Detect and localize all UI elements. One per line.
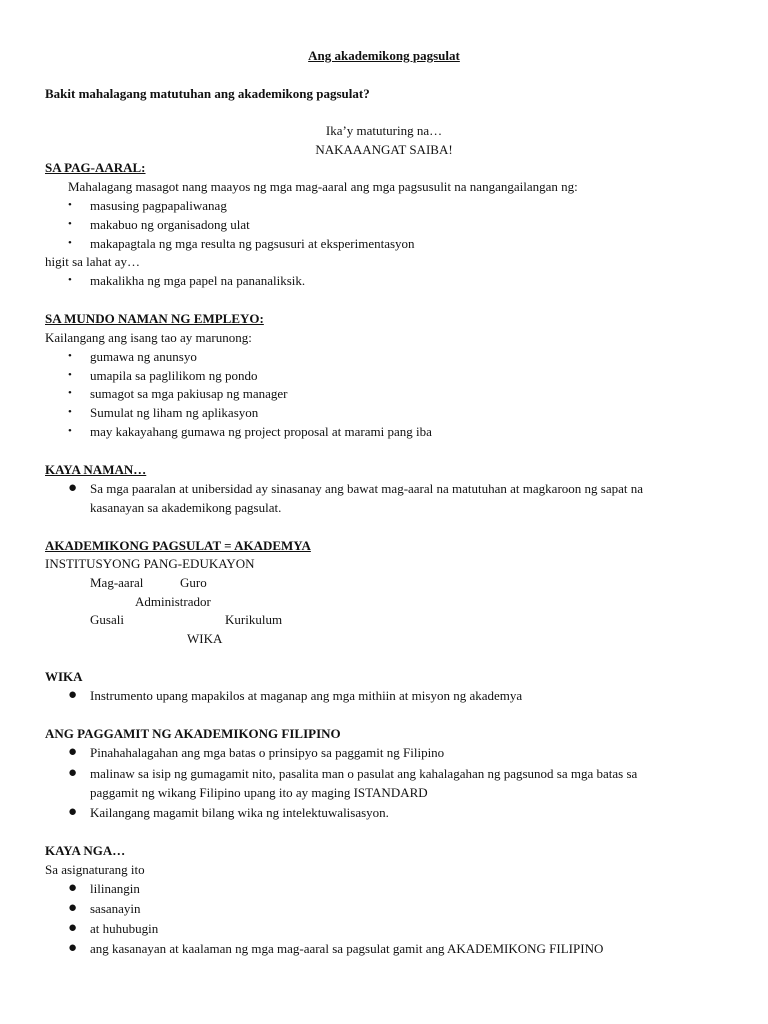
list-item-text: Sa mga paaralan at unibersidad ay sinasanay ang bawat mag-aaral na matutuhan at magkaroon ng sapat na (90, 481, 644, 496)
list-item-text: masusing pagpapaliwanag (90, 198, 227, 213)
section-heading-kaya-naman: KAYA NAMAN… (45, 462, 147, 477)
tagline-line-2: NAKAAANGAT SAIBA! (315, 142, 453, 157)
bullet-icon: • (68, 218, 72, 230)
higit-text: higit sa lahat ay… (45, 254, 140, 269)
pag-aaral-intro: Mahalagang masagot nang maayos ng mga mag-aaral ang mga pagsusulit na nangangailangan ng: (68, 179, 578, 194)
list-item-text: makapagtala ng mga resulta ng pagsusuri at eksperimentasyon (90, 236, 415, 251)
bullet-icon: • (68, 387, 72, 399)
list-item-text-continued: kasanayan sa akademikong pagsulat. (90, 500, 282, 515)
list-item-text: makabuo ng organisadong ulat (90, 217, 250, 232)
list-item-text: lilinangin (90, 881, 140, 896)
bullet-icon: • (68, 237, 72, 249)
list-item-text: sasanayin (90, 901, 141, 916)
list-item-text: Sumulat ng liham ng aplikasyon (90, 405, 259, 420)
list-item-text: Instrumento upang mapakilos at maganap ang mga mithiin at misyon ng akademya (90, 688, 523, 703)
bullet-icon: ● (68, 744, 78, 760)
bullet-icon: ● (68, 880, 78, 896)
empleyo-intro: Kailangang ang isang tao ay marunong: (45, 330, 252, 345)
list-item-text: makalikha ng mga papel na pananaliksik. (90, 273, 306, 288)
diagram-label-wika: WIKA (187, 631, 223, 646)
bullet-icon: • (68, 425, 72, 437)
institusyon-text: INSTITUSYONG PANG-EDUKAYON (45, 556, 255, 571)
section-heading-pag-aaral: SA PAG-AARAL: (45, 160, 146, 175)
section-heading-paggamit: ANG PAGGAMIT NG AKADEMIKONG FILIPINO (45, 726, 341, 741)
bullet-icon: ● (68, 765, 78, 781)
tagline-line-1: Ika’y matuturing na… (325, 123, 443, 138)
section-heading-kaya-nga: KAYA NGA… (45, 843, 126, 858)
diagram-label-gusali: Gusali (90, 612, 124, 627)
list-item-text: malinaw sa isip ng gumagamit nito, pasalita man o pasulat ang kahalagahan ng pagsunod sa mga batas sa (90, 766, 638, 781)
section-heading-wika: WIKA (45, 669, 83, 684)
bullet-icon: ● (68, 687, 78, 703)
diagram-label-guro: Guro (180, 575, 207, 590)
diagram-label-administrador: Administrador (135, 594, 211, 609)
bullet-icon: • (68, 406, 72, 418)
section-heading-akademya: AKADEMIKONG PAGSULAT = AKADEMYA (45, 538, 311, 553)
list-item-text: ang kasanayan at kaalaman ng mga mag-aaral sa pagsulat gamit ang AKADEMIKONG FILIPINO (90, 941, 604, 956)
bullet-icon: ● (68, 940, 78, 956)
bullet-icon: ● (68, 900, 78, 916)
list-item-text: sumagot sa mga pakiusap ng manager (90, 386, 288, 401)
bullet-icon: • (68, 350, 72, 362)
document-question: Bakit mahalagang matutuhan ang akademikong pagsulat? (45, 86, 370, 101)
bullet-icon: • (68, 274, 72, 286)
diagram-label-mag-aaral: Mag-aaral (90, 575, 144, 590)
kaya-nga-intro: Sa asignaturang ito (45, 862, 145, 877)
list-item-text: at huhubugin (90, 921, 159, 936)
bullet-icon: • (68, 199, 72, 211)
bullet-icon: ● (68, 920, 78, 936)
diagram-label-kurikulum: Kurikulum (225, 612, 283, 627)
list-item-text: may kakayahang gumawa ng project proposal at marami pang iba (90, 424, 432, 439)
section-heading-empleyo: SA MUNDO NAMAN NG EMPLEYO: (45, 311, 264, 326)
list-item-text-continued: paggamit ng wikang Filipino upang ito ay maging ISTANDARD (90, 785, 428, 800)
bullet-icon: ● (68, 804, 78, 820)
list-item-text: gumawa ng anunsyo (90, 349, 197, 364)
document-title: Ang akademikong pagsulat (308, 48, 460, 63)
bullet-icon: ● (68, 480, 78, 496)
bullet-icon: • (68, 369, 72, 381)
list-item-text: umapila sa paglilikom ng pondo (90, 368, 258, 383)
list-item-text: Pinahahalagahan ang mga batas o prinsipyo sa paggamit ng Filipino (90, 745, 445, 760)
list-item-text: Kailangang magamit bilang wika ng intelektuwalisasyon. (90, 805, 389, 820)
